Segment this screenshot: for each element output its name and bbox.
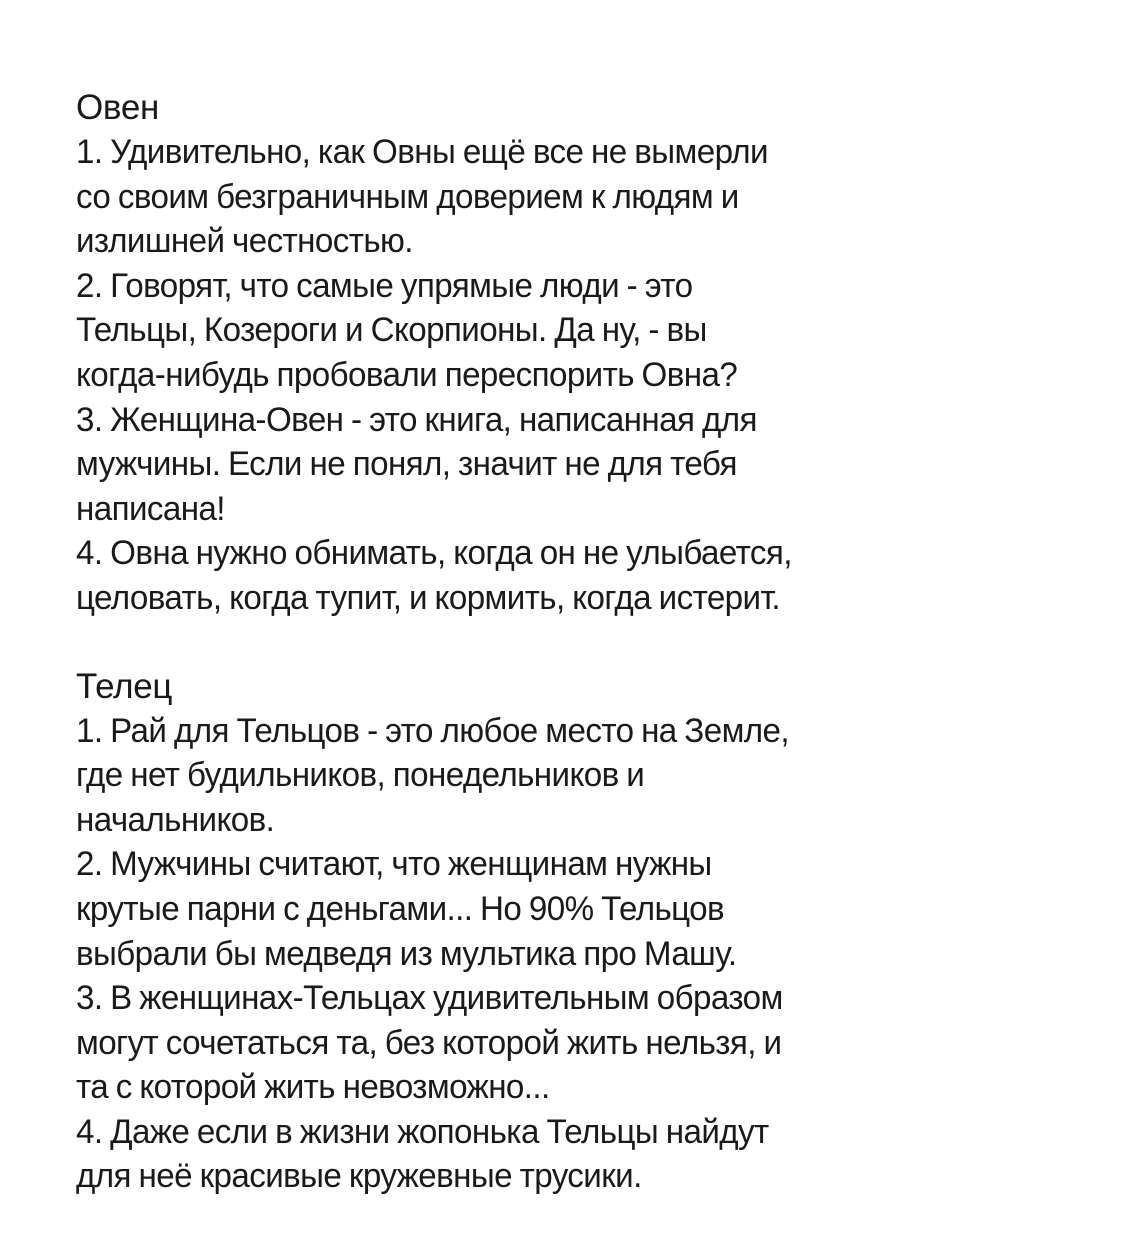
text-line: 2. Мужчины считают, что женщинам нужны xyxy=(76,845,712,884)
text-line: 2. Говорят, что самые упрямые люди - это xyxy=(76,266,693,305)
text-line: крутые парни с деньгами... Но 90% Тельцов xyxy=(76,889,725,928)
text-line: могут сочетаться та, без которой жить нельзя, и xyxy=(76,1023,782,1062)
text-line: выбрали бы медведя из мультика про Машу. xyxy=(76,934,737,973)
text-line: когда-нибудь пробовали переспорить Овна? xyxy=(76,355,738,394)
text-line: мужчины. Если не понял, значит не для тебя xyxy=(76,445,737,484)
text-line: со своим безграничным доверием к людям и xyxy=(76,177,739,216)
text-line: 4. Даже если в жизни жопонька Тельцы найдут xyxy=(76,1112,769,1151)
list-item-aries-2 xyxy=(76,264,1076,398)
text-line: та с которой жить невозможно... xyxy=(76,1068,550,1107)
list-item-aries-1 xyxy=(76,130,1076,264)
text-line: 4. Овна нужно обнимать, когда он не улыбается, xyxy=(76,534,792,573)
text-line: излишней честностью. xyxy=(76,222,413,261)
list-item-taurus-3 xyxy=(76,976,1076,1110)
text-line: написана! xyxy=(76,489,225,528)
text-line: 1. Удивительно, как Овны ещё все не вымерли xyxy=(76,133,768,171)
section-title-aries: Овен xyxy=(76,88,160,127)
list-item-taurus-1 xyxy=(76,709,1076,843)
text-line: 3. В женщинах-Тельцах удивительным образом xyxy=(76,979,783,1018)
text-line: 1. Рай для Тельцов - это любое место на Земле, xyxy=(76,711,790,750)
section-aries xyxy=(76,86,1076,621)
section-title-taurus: Телец xyxy=(76,666,173,706)
text-line: где нет будильников, понедельников и xyxy=(76,756,645,795)
list-item-aries-3 xyxy=(76,398,1076,532)
text-line: Тельцы, Козероги и Скорпионы. Да ну, - вы xyxy=(76,311,707,350)
section-taurus xyxy=(76,665,1076,1200)
text-line: целовать, когда тупит, и кормить, когда истерит. xyxy=(76,578,781,617)
list-item-aries-4 xyxy=(76,531,1076,620)
list-item-taurus-2 xyxy=(76,842,1076,976)
document-page xyxy=(76,86,1076,1199)
text-line: для неё красивые кружевные трусики. xyxy=(76,1157,642,1196)
text-line: начальников. xyxy=(76,800,275,839)
text-line: 3. Женщина-Овен - это книга, написанная для xyxy=(76,400,757,439)
list-item-taurus-4 xyxy=(76,1110,1076,1199)
